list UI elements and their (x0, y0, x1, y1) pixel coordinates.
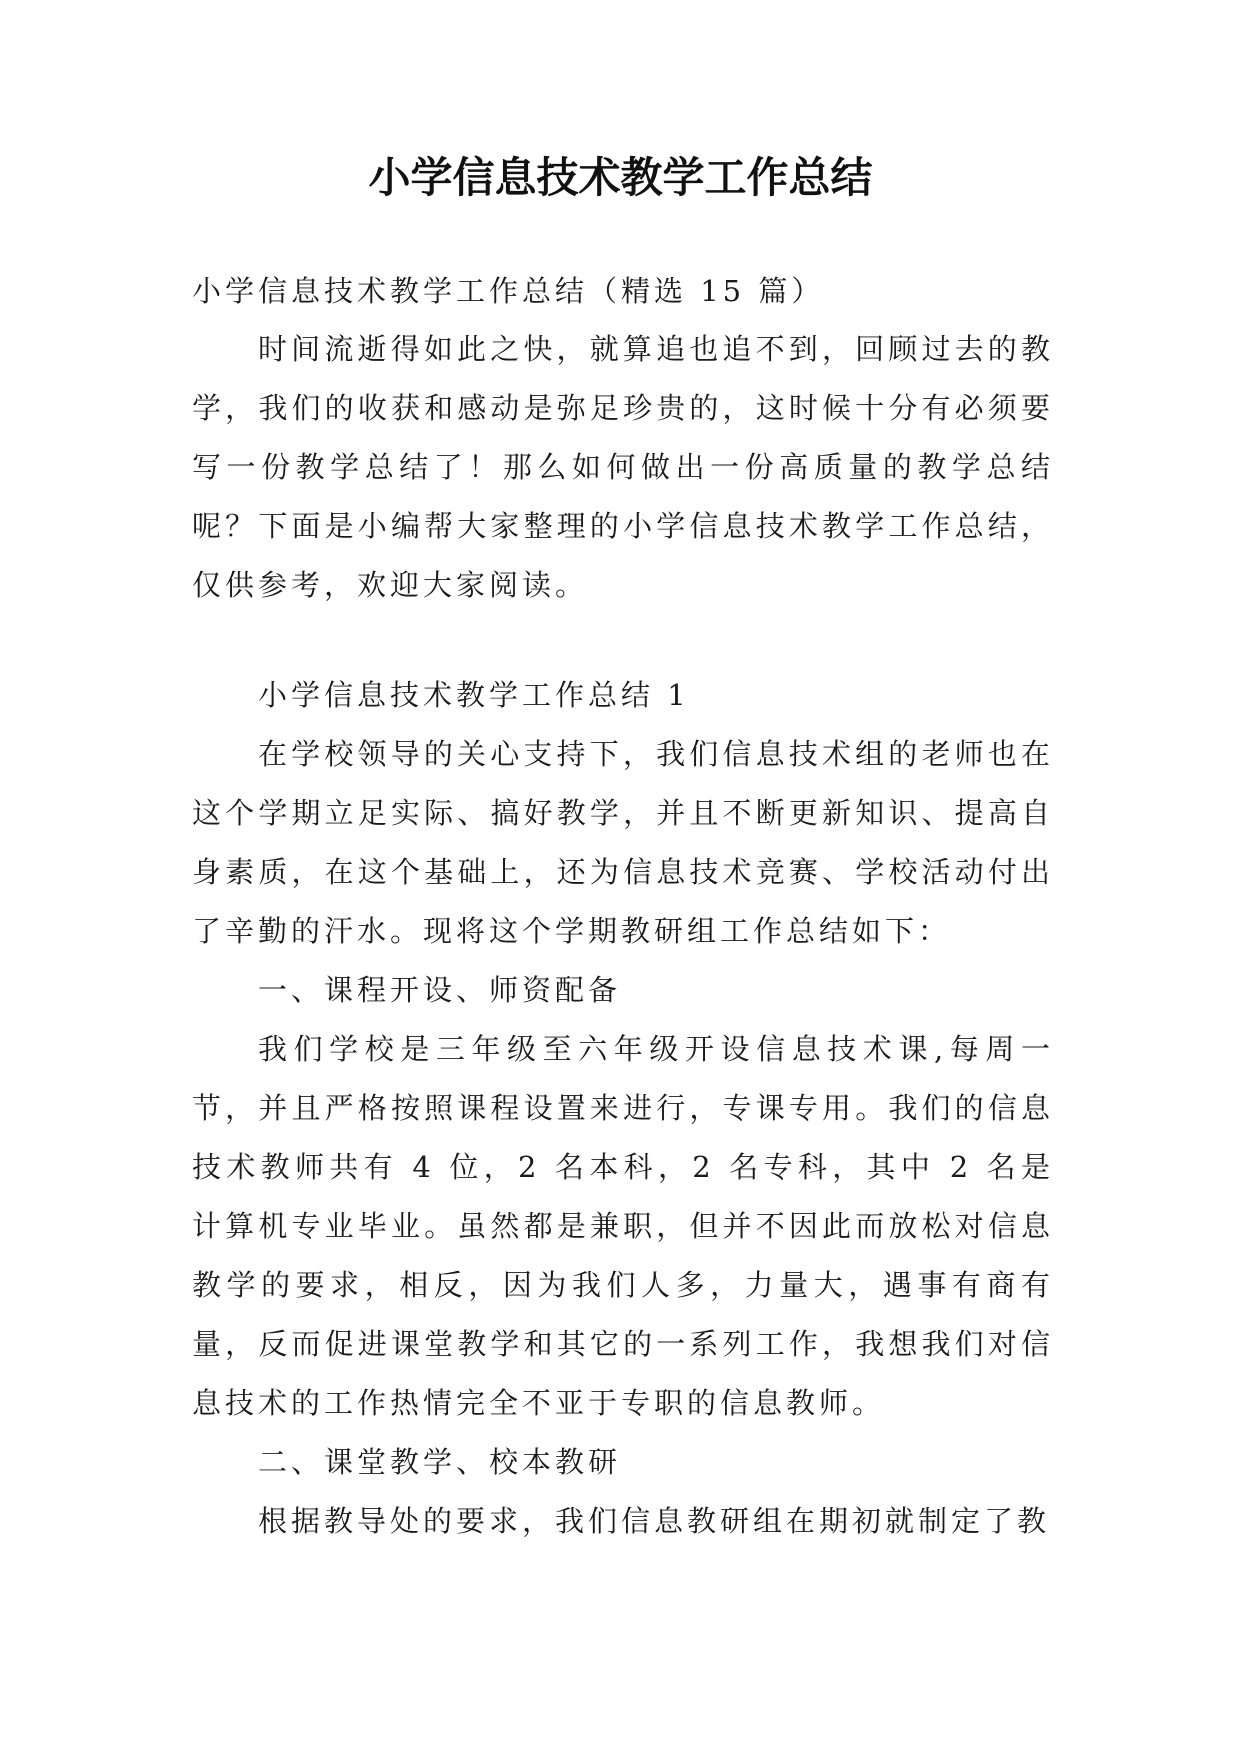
paragraph-1: 在学校领导的关心支持下，我们信息技术组的老师也在这个学期立足实际、搞好教学，并且不断更新知识、提高自身素质，在这个基础上，还为信息技术竞赛、学校活动付出了辛勤的汗水。现将这个学期教研组工作总结如下： (192, 737, 1054, 948)
intro-block (192, 320, 1054, 615)
section-1 (192, 666, 1054, 1551)
heading-1: 一、课程开设、师资配备 (258, 973, 622, 1007)
document-subtitle (192, 262, 1054, 321)
intro-paragraph: 时间流逝得如此之快，就算追也追不到，回顾过去的教学，我们的收获和感动是弥足珍贵的，这时候十分有必须要写一份教学总结了！那么如何做出一份高质量的教学总结呢？下面是小编帮大家整理的小学信息技术教学工作总结，仅供参考，欢迎大家阅读。 (192, 332, 1054, 602)
document-title: 小学信息技术教学工作总结 (368, 153, 873, 202)
paragraph-3: 根据教导处的要求，我们信息教研组在期初就制定了教 (258, 1504, 1051, 1538)
section-title: 小学信息技术教学工作总结 1 (258, 678, 690, 712)
heading-2: 二、课堂教学、校本教研 (258, 1445, 622, 1479)
paragraph-2: 我们学校是三年级至六年级开设信息技术课,每周一节，并且严格按照课程设置来进行，专课专用。我们的信息技术教师共有 4 位，2 名本科，2 名专科，其中 2 名是计算机专业毕业。虽然都是兼职，但并不因此而放松对信息教学的要求，相反，因为我们人多，力量大，遇事有商有量，反而促进课堂教学和其它的一系列工作，我想我们对信息技术的工作热情完全不亚于专职的信息教师。 (192, 1032, 1054, 1420)
subtitle-text: 小学信息技术教学工作总结（精选 15 篇） (192, 274, 825, 308)
